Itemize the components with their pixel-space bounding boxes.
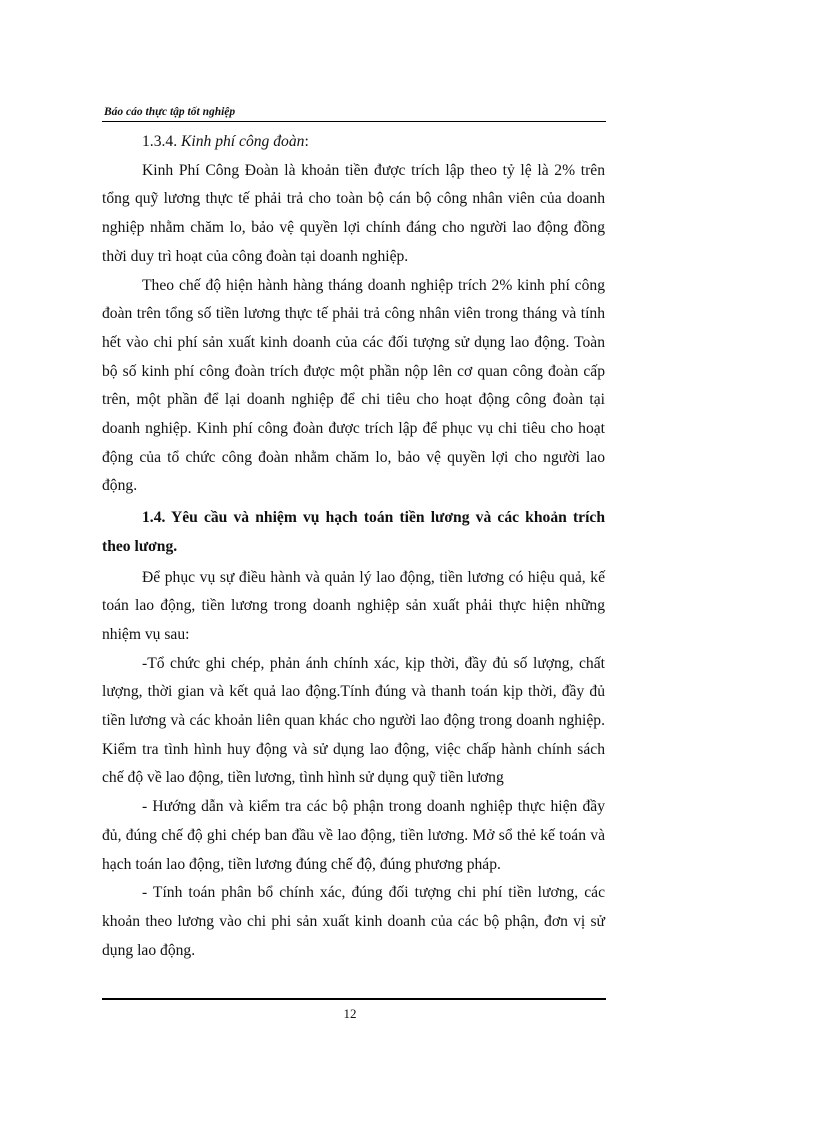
page-footer — [102, 998, 606, 1022]
document-body — [102, 128, 605, 965]
section-1-4-heading: 1.4. Yêu cầu và nhiệm vụ hạch toán tiền lương và các khoản trích theo lương. — [102, 509, 605, 555]
section-colon: : — [304, 133, 309, 150]
footer-rule — [102, 998, 606, 1000]
paragraph: - Hướng dẫn và kiểm tra các bộ phận trong doanh nghiệp thực hiện đầy đủ, đúng chế độ ghi chép ban đầu về lao động, tiền lương. Mở sổ thẻ kế toán và hạch toán lao động, tiền lương đúng chế độ, đúng phương pháp. — [102, 798, 605, 873]
paragraph: Theo chế độ hiện hành hàng tháng doanh nghiệp trích 2% kinh phí công đoàn trên tổng số tiền lương thực tế phải trả công nhân viên trong tháng và tính hết vào chi phí sản xuất kinh doanh của các đối tượng sử dụng lao động. Toàn bộ số kinh phí công đoàn trích được một phần nộp lên cơ quan công đoàn cấp trên, một phần để lại doanh nghiệp để chi tiêu cho hoạt động công đoàn tại doanh nghiệp. Kinh phí công đoàn được trích lập để phục vụ chi tiêu cho hoạt động của tổ chức công đoàn nhằm chăm lo, bảo vệ quyền lợi cho người lao động. — [102, 276, 605, 495]
paragraph: Để phục vụ sự điều hành và quản lý lao động, tiền lương có hiệu quả, kế toán lao động, tiền lương trong doanh nghiệp sản xuất phải thực hiện những nhiệm vụ sau: — [102, 568, 605, 643]
page-number: 12 — [343, 1006, 357, 1021]
paragraph: -Tổ chức ghi chép, phản ánh chính xác, kịp thời, đầy đủ số lượng, chất lượng, thời gian và kết quả lao động.Tính đúng và thanh toán kịp thời, đầy đủ tiền lương và các khoản liên quan khác cho người lao động trong doanh nghiệp. Kiểm tra tình hình huy động và sử dụng lao động, việc chấp hành chính sách chế độ về lao động, tiền lương, tình hình sử dụng quỹ tiền lương — [102, 654, 605, 787]
section-number: 1.3.4. — [142, 133, 181, 150]
paragraph: - Tính toán phân bổ chính xác, đúng đối tượng chi phí tiền lương, các khoản theo lương vào chi phi sản xuất kinh doanh của các bộ phận, đơn vị sử dụng lao động. — [102, 884, 605, 959]
section-title: Kinh phí công đoàn — [180, 133, 305, 150]
page-header — [102, 105, 606, 122]
report-header-title: Báo cáo thực tập tốt nghiệp — [104, 106, 236, 118]
paragraph: Kinh Phí Công Đoàn là khoản tiền được trích lập theo tỷ lệ là 2% trên tổng quỹ lương thực tế phải trả cho toàn bộ cán bộ công nhân viên của doanh nghiệp nhằm chăm lo, bảo vệ quyền lợi chính đáng cho người lao động đồng thời duy trì hoạt của công đoàn tại doanh nghiệp. — [102, 161, 605, 265]
section-1-3-4-title — [102, 128, 605, 157]
header-rule — [102, 121, 606, 122]
